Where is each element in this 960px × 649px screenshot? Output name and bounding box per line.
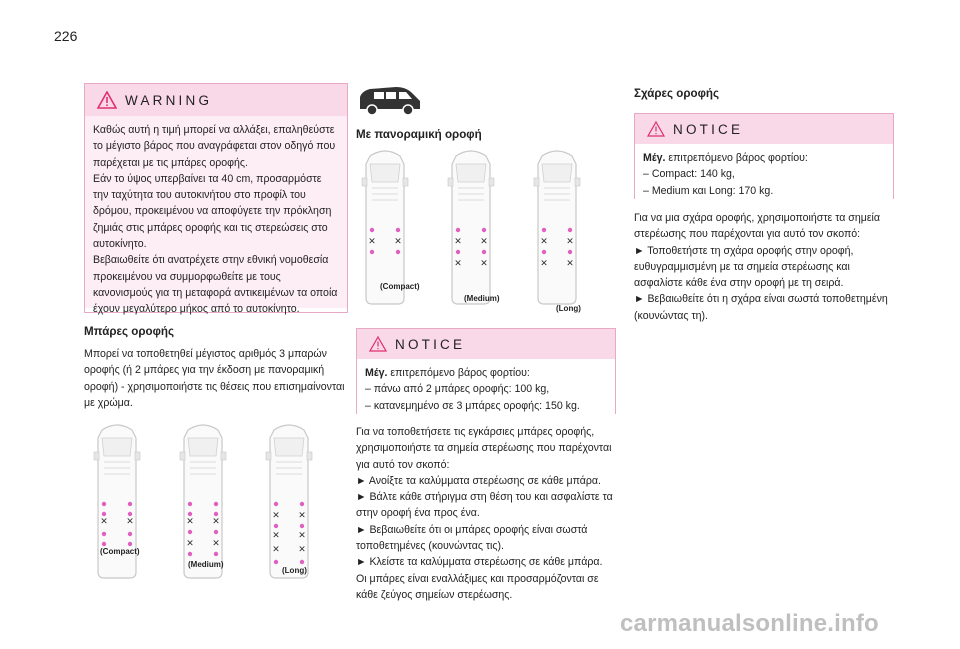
roof-rack-heading: Σχάρες οροφής xyxy=(634,87,720,100)
warning-line: ζημιάς στις μπάρες οροφής και τις στερεώσεις στο xyxy=(93,221,328,234)
warning-header xyxy=(85,84,347,116)
warning-body xyxy=(85,116,347,316)
rack-step-1-cont: ευθυγραμμισμένη με τα σημεία στερέωσης και xyxy=(634,260,850,273)
svg-text:✕: ✕ xyxy=(186,538,194,548)
install-steps xyxy=(356,424,628,603)
warning-line: Καθώς αυτή η τιμή μπορεί να αλλάξει, επαληθεύστε xyxy=(93,124,335,136)
rack-intro-line: Για να μια σχάρα οροφής, χρησιμοποιήστε τα σημεία xyxy=(634,212,881,224)
warning-line: Βεβαιωθείτε ότι ανατρέχετε στην εθνική νομοθεσία xyxy=(93,254,329,267)
roof-bars-section xyxy=(84,325,354,411)
roof-bars-line: Μπορεί να τοποθετηθεί μέγιστος αριθμός 3 μπαρών xyxy=(84,348,327,360)
svg-text:✕: ✕ xyxy=(272,510,280,520)
roof-bars-line: οροφής (ή 2 μπάρες για την έκδοση με πανοραμική xyxy=(84,364,325,377)
rack-step-1: ► Τοποθετήστε τη σχάρα οροφής στην οροφή, xyxy=(634,243,914,259)
notice-body-1 xyxy=(357,359,615,422)
pano-long-diagram xyxy=(534,151,580,304)
notice-triangle-icon xyxy=(647,121,665,137)
warning-line: αυτοκίνητο. xyxy=(93,238,147,251)
notice-item: – Medium και Long: 170 kg. xyxy=(643,183,885,199)
notice-item: – πάνω από 2 μπάρες οροφής: 100 kg, xyxy=(365,381,607,397)
roof-bars-heading: Μπάρες οροφής xyxy=(84,325,175,338)
svg-text:✕: ✕ xyxy=(272,544,280,554)
svg-text:✕: ✕ xyxy=(126,516,134,526)
rack-step-1-cont: ασφαλίστε κάθε ένα στην οροφή με τη σειρά. xyxy=(634,277,844,290)
svg-text:✕: ✕ xyxy=(298,530,306,540)
warning-line: κανονισμούς για τη μεταφορά αντικειμένων τα οποία xyxy=(93,286,338,299)
install-outro-line: κάθε ζεύγος σημείων στερέωσης. xyxy=(356,588,513,601)
notice-intro-1: Μέγ. επιτρεπόμενο βάρος φορτίου: xyxy=(365,367,530,379)
install-outro-line: Οι μπάρες είναι εναλλάξιμες και προσαρμόζονται σε xyxy=(356,572,599,585)
roof-bars-line: οροφή) - χρησιμοποιήστε τις θέσεις που επισημαίνονται xyxy=(84,380,345,393)
roof-bar-diagrams xyxy=(92,412,352,582)
install-step-1: ► Ανοίξτε τα καλύμματα στερέωσης σε κάθε μπάρα. xyxy=(356,473,628,489)
label-long: (Long) xyxy=(282,566,307,575)
notice-box-1 xyxy=(356,328,616,414)
install-intro-line: χρησιμοποιήστε τα σημεία στερέωσης που παρέχονται xyxy=(356,442,612,455)
pano-medium-diagram xyxy=(448,151,494,304)
notice-intro-2: Μέγ. επιτρεπόμενο βάρος φορτίου: xyxy=(643,152,808,164)
svg-text:✕: ✕ xyxy=(394,236,402,246)
rack-intro-line: στερέωσης που παρέχονται για αυτό τον σκοπό: xyxy=(634,228,861,241)
notice-item: – κατανεμημένο σε 3 μπάρες οροφής: 150 kg. xyxy=(365,398,607,414)
svg-text:✕: ✕ xyxy=(480,258,488,268)
page-number: 226 xyxy=(54,28,78,44)
pano-label-long: (Long) xyxy=(556,304,581,313)
install-intro-line: Για να τοποθετήσετε τις εγκάρσιες μπάρες οροφής, xyxy=(356,426,595,438)
notice-box-2 xyxy=(634,113,894,199)
warning-title: WARNING xyxy=(125,92,213,108)
install-intro-line: για αυτό τον σκοπό: xyxy=(356,458,450,471)
rack-step-2-cont: (κουνώντας τη). xyxy=(634,309,709,322)
notice-item: – Compact: 140 kg, xyxy=(643,166,885,182)
notice-header-1 xyxy=(357,329,615,359)
install-step-4: ► Κλείστε τα καλύμματα στερέωσης σε κάθε μπάρα. xyxy=(356,554,628,570)
svg-text:✕: ✕ xyxy=(566,258,574,268)
label-compact: (Compact) xyxy=(100,547,140,556)
notice-triangle-icon xyxy=(369,336,387,352)
svg-text:✕: ✕ xyxy=(298,510,306,520)
svg-text:✕: ✕ xyxy=(540,258,548,268)
watermark: carmanualsonline.info xyxy=(620,610,879,637)
warning-triangle-icon xyxy=(97,91,117,109)
notice-body-2 xyxy=(635,144,893,207)
svg-text:✕: ✕ xyxy=(454,236,462,246)
roof-bars-line: με χρώμα. xyxy=(84,396,133,409)
pano-label-medium: (Medium) xyxy=(464,294,500,303)
notice-title-1: NOTICE xyxy=(395,336,466,352)
install-step-2-cont: στην οροφή ένα προς ένα. xyxy=(356,507,480,520)
svg-text:✕: ✕ xyxy=(368,236,376,246)
svg-text:✕: ✕ xyxy=(540,236,548,246)
svg-text:✕: ✕ xyxy=(298,544,306,554)
warning-box xyxy=(84,83,348,316)
warning-line: προκειμένου να συμμορφωθείτε με τους xyxy=(93,270,281,283)
panoramic-heading: Με πανοραμική οροφή xyxy=(356,128,482,141)
warning-line: παρέχεται με τις μπάρες οροφής. xyxy=(93,156,248,169)
rack-step-2: ► Βεβαιωθείτε ότι η σχάρα είναι σωστά τοποθετημένη xyxy=(634,291,914,307)
install-step-2: ► Βάλτε κάθε στήριγμα στη θέση του και ασφαλίστε τα xyxy=(356,489,628,505)
warning-line: δρόμου, προκειμένου να αποφύγετε την πρόκληση xyxy=(93,205,332,218)
warning-line: την ταχύτητα του αυτοκινήτου στο προφίλ του xyxy=(93,189,306,202)
warning-line: έχουν μεγαλύτερο μήκος από το αυτοκίνητο. xyxy=(93,303,300,316)
svg-text:✕: ✕ xyxy=(212,538,220,548)
svg-text:✕: ✕ xyxy=(100,516,108,526)
svg-text:✕: ✕ xyxy=(272,530,280,540)
label-medium: (Medium) xyxy=(188,560,224,569)
notice-title-2: NOTICE xyxy=(673,121,744,137)
van-long-diagram xyxy=(266,425,312,578)
svg-text:✕: ✕ xyxy=(566,236,574,246)
pano-label-compact: (Compact) xyxy=(380,282,420,291)
van-side-icon xyxy=(356,83,424,119)
rack-steps xyxy=(634,210,914,324)
svg-text:✕: ✕ xyxy=(480,236,488,246)
svg-text:✕: ✕ xyxy=(454,258,462,268)
van-medium-diagram xyxy=(180,425,226,578)
svg-text:✕: ✕ xyxy=(186,516,194,526)
install-step-3-cont: τοποθετημένες (κουνώντας τις). xyxy=(356,540,504,553)
warning-line: το μέγιστο βάρος που αναγράφεται στον οδηγό που xyxy=(93,140,336,153)
svg-text:✕: ✕ xyxy=(212,516,220,526)
install-step-3: ► Βεβαιωθείτε ότι οι μπάρες οροφής είναι σωστά xyxy=(356,522,628,538)
warning-line: Εάν το ύψος υπερβαίνει τα 40 cm, προσαρμόστε xyxy=(93,172,322,185)
notice-header-2 xyxy=(635,114,893,144)
